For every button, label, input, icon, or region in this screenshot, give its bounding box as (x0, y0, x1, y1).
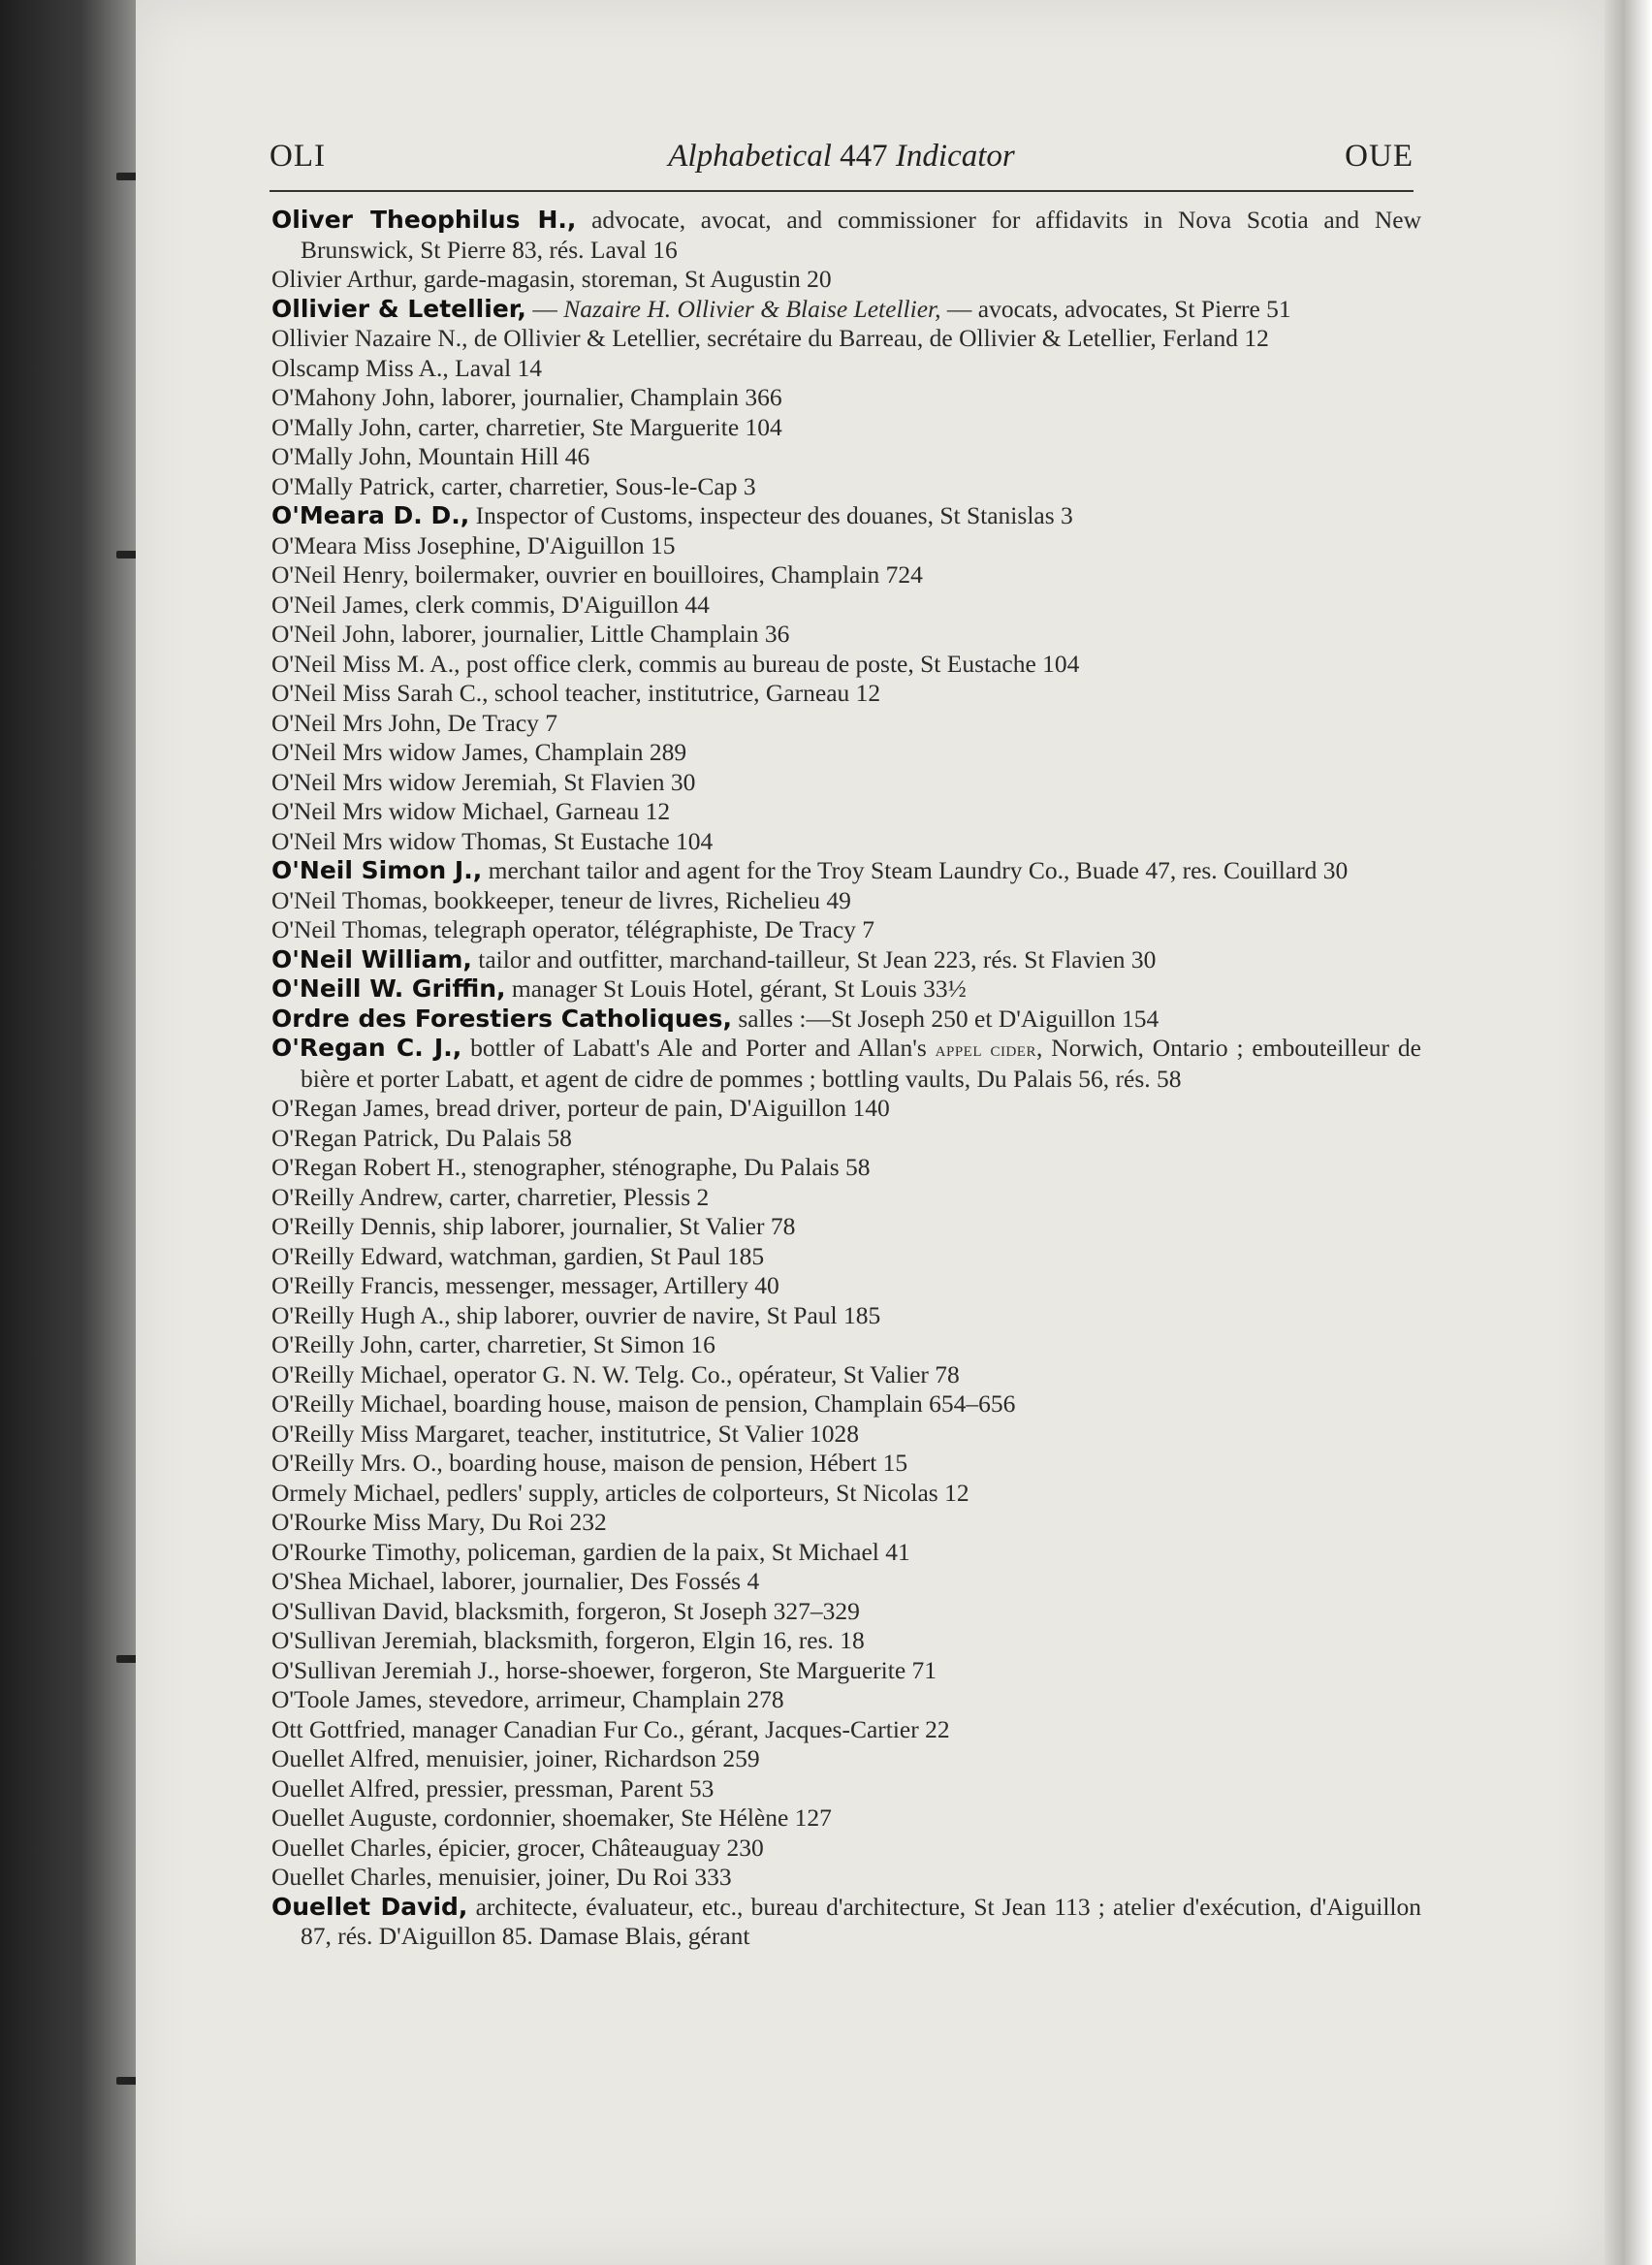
entry-text: O'Neil Mrs widow Michael, Garneau 12 (271, 797, 671, 825)
entry-text: O'Sullivan Jeremiah J., horse-shoewer, forgeron, Ste Marguerite 71 (271, 1655, 937, 1684)
entry-name: O'Meara D. D., (271, 501, 470, 529)
directory-entry (271, 1834, 1421, 1864)
entry-text: O'Meara Miss Josephine, D'Aiguillon 15 (271, 530, 676, 559)
directory-entry (271, 1685, 1421, 1715)
directory-entry (271, 1893, 1421, 1952)
directory-entry (271, 1242, 1421, 1272)
entry-text: O'Mahony John, laborer, journalier, Champlain 366 (271, 383, 782, 411)
directory-entry (271, 738, 1421, 768)
directory-entry (271, 413, 1421, 443)
directory-entry (271, 679, 1421, 709)
entry-text: O'Neil Henry, boilermaker, ouvrier en bouilloires, Champlain 724 (271, 560, 923, 589)
entry-text: O'Mally John, carter, charretier, Ste Marguerite 104 (271, 412, 782, 441)
directory-entry (271, 1715, 1421, 1745)
directory-entry (271, 560, 1421, 590)
directory-entry (271, 1626, 1421, 1656)
directory-entry (271, 620, 1421, 650)
entry-text: salles :—St Joseph 250 et D'Aiguillon 154 (732, 1004, 1160, 1033)
directory-entry (271, 1330, 1421, 1360)
entry-text: O'Reilly Dennis, ship laborer, journalier, St Valier 78 (271, 1212, 796, 1240)
directory-entry (271, 1360, 1421, 1390)
entry-text: O'Rourke Timothy, policeman, gardien de la paix, St Michael 41 (271, 1537, 910, 1566)
entry-text: O'Neil Mrs widow Thomas, St Eustache 104 (271, 826, 714, 855)
directory-entry (271, 1567, 1421, 1597)
running-header (270, 139, 1414, 185)
entry-name: Oliver Theophilus H., (271, 206, 577, 234)
entry-text: Olscamp Miss A., Laval 14 (271, 353, 543, 382)
header-word-indicator: Indicator (895, 139, 1015, 174)
directory-entry (271, 797, 1421, 827)
directory-entry (271, 945, 1421, 975)
directory-entry (271, 1479, 1421, 1509)
directory-entry (271, 206, 1421, 265)
entry-text: O'Reilly Edward, watchman, gardien, St Paul 185 (271, 1241, 765, 1270)
entry-name: Ollivier & Letellier, (271, 294, 526, 323)
entry-text: O'Neil Thomas, bookkeeper, teneur de livres, Richelieu 49 (271, 885, 851, 914)
entry-text: O'Reilly Michael, boarding house, maison de pension, Champlain 654–656 (271, 1389, 1016, 1418)
directory-entry (271, 324, 1421, 354)
directory-entry (271, 265, 1421, 295)
directory-entry (271, 442, 1421, 472)
entry-text: O'Neil James, clerk commis, D'Aiguillon 44 (271, 590, 710, 619)
entry-name: O'Neill W. Griffin, (271, 974, 506, 1003)
directory-entry (271, 768, 1421, 798)
entry-text: Ouellet Alfred, pressier, pressman, Parent 53 (271, 1773, 715, 1802)
entry-text: Ouellet Auguste, cordonnier, shoemaker, Ste Hélène 127 (271, 1803, 832, 1832)
entry-text: O'Neil Mrs John, De Tracy 7 (271, 708, 558, 737)
directory-entry (271, 1124, 1421, 1154)
entry-text: Ott Gottfried, manager Canadian Fur Co., gérant, Jacques-Cartier 22 (271, 1714, 950, 1743)
entry-name: O'Regan C. J., (271, 1034, 462, 1062)
entry-text: O'Reilly Hugh A., ship laborer, ouvrier de navire, St Paul 185 (271, 1300, 881, 1329)
header-word-alphabetical: Alphabetical (668, 139, 832, 174)
entry-text: O'Mally Patrick, carter, charretier, Sous-le-Cap 3 (271, 471, 756, 500)
entry-text: O'Sullivan Jeremiah, blacksmith, forgeron, Elgin 16, res. 18 (271, 1626, 865, 1654)
entry-text: O'Toole James, stevedore, arrimeur, Champlain 278 (271, 1685, 784, 1713)
entry-text: O'Rourke Miss Mary, Du Roi 232 (271, 1508, 607, 1536)
entry-text: tailor and outfitter, marchand-tailleur, St Jean 223, rés. St Flavien 30 (471, 944, 1157, 973)
header-left-guide: OLI (270, 139, 326, 174)
directory-entry (271, 501, 1421, 531)
entry-text: advocate, avocat, and commissioner for affidavits in Nova Scotia and New Brunswick, St Pierre 83, rés. Laval 16 (301, 206, 1421, 264)
directory-entry (271, 1094, 1421, 1124)
entry-text-continued: , Norwich, Ontario ; embouteilleur de bière et porter Labatt, et agent de cidre de pommes ; bottling vaults, Du Palais 56, rés. 58 (301, 1034, 1421, 1093)
entry-text: O'Shea Michael, laborer, journalier, Des Fossés 4 (271, 1567, 760, 1595)
entry-text: O'Neil Miss Sarah C., school teacher, institutrice, Garneau 12 (271, 679, 881, 707)
entry-text: Inspector of Customs, inspecteur des douanes, St Stanislas 3 (469, 501, 1073, 529)
entry-text: Ollivier Nazaire N., de Ollivier & Letellier, secrétaire du Barreau, de Ollivier & Letellier, Ferland 12 (271, 324, 1269, 352)
directory-entry (271, 354, 1421, 384)
entry-text: Olivier Arthur, garde-magasin, storeman, St Augustin 20 (271, 265, 832, 293)
entry-text: bottler of Labatt's Ale and Porter and Allan's (461, 1034, 936, 1062)
directory-entry (271, 915, 1421, 945)
header-right-guide: OUE (1345, 139, 1414, 174)
directory-entry (271, 1863, 1421, 1893)
directory-entry (271, 827, 1421, 857)
directory-entry (271, 1449, 1421, 1479)
entry-text: O'Neil Thomas, telegraph operator, télégraphiste, De Tracy 7 (271, 915, 875, 943)
directory-entry (271, 1034, 1421, 1094)
entry-text: O'Regan James, bread driver, porteur de pain, D'Aiguillon 140 (271, 1094, 890, 1122)
directory-entry (271, 383, 1421, 413)
directory-entries (271, 206, 1421, 1952)
entry-text: O'Reilly Mrs. O., boarding house, maison de pension, Hébert 15 (271, 1449, 908, 1477)
entry-text: Ouellet Charles, menuisier, joiner, Du Roi 333 (271, 1863, 732, 1891)
directory-entry (271, 1538, 1421, 1568)
directory-entry (271, 886, 1421, 916)
entry-text: Ouellet Alfred, menuisier, joiner, Richardson 259 (271, 1744, 760, 1772)
directory-entry (271, 1301, 1421, 1331)
header-rule (270, 190, 1414, 192)
entry-text: O'Reilly Andrew, carter, charretier, Plessis 2 (271, 1182, 710, 1211)
directory-entry (271, 1656, 1421, 1686)
entry-text: manager St Louis Hotel, gérant, St Louis 33½ (505, 974, 967, 1003)
directory-entry (271, 531, 1421, 561)
page-edge (1604, 0, 1652, 2265)
directory-entry (271, 856, 1421, 886)
entry-text: Ouellet Charles, épicier, grocer, Châteauguay 230 (271, 1833, 764, 1862)
entry-text: O'Neil John, laborer, journalier, Little Champlain 36 (271, 620, 790, 648)
directory-entry (271, 1803, 1421, 1834)
entry-text: O'Neil Mrs widow Jeremiah, St Flavien 30 (271, 767, 696, 796)
directory-entry (271, 1271, 1421, 1301)
entry-text: O'Regan Patrick, Du Palais 58 (271, 1123, 572, 1152)
entry-text: O'Reilly John, carter, charretier, St Simon 16 (271, 1330, 715, 1358)
entry-text: O'Reilly Francis, messenger, messager, Artillery 40 (271, 1271, 779, 1299)
entry-text: O'Regan Robert H., stenographer, sténographe, Du Palais 58 (271, 1153, 871, 1181)
entry-text: O'Mally John, Mountain Hill 46 (271, 442, 590, 470)
entry-smallcaps-text: appel cider (935, 1037, 1036, 1061)
directory-entry (271, 1183, 1421, 1213)
entry-text: Ormely Michael, pedlers' supply, articles de colporteurs, St Nicolas 12 (271, 1478, 969, 1507)
directory-entry (271, 1420, 1421, 1450)
entry-italic-text: Nazaire H. Ollivier & Blaise Letellier, (563, 294, 941, 323)
entry-text: O'Sullivan David, blacksmith, forgeron, St Joseph 327–329 (271, 1596, 860, 1625)
directory-entry (271, 709, 1421, 739)
header-center (270, 139, 1414, 175)
page-number: 447 (840, 139, 888, 174)
directory-entry (271, 472, 1421, 502)
entry-name: Ouellet David, (271, 1892, 468, 1921)
entry-text: O'Reilly Miss Margaret, teacher, institutrice, St Valier 1028 (271, 1419, 860, 1448)
directory-entry (271, 1212, 1421, 1242)
entry-text: O'Neil Mrs widow James, Champlain 289 (271, 738, 687, 766)
book-binding-edge (0, 0, 136, 2265)
directory-entry (271, 1153, 1421, 1183)
entry-text-continued: — avocats, advocates, St Pierre 51 (940, 294, 1291, 323)
entry-text: O'Neil Miss M. A., post office clerk, commis au bureau de poste, St Eustache 104 (271, 649, 1080, 678)
entry-name: Ordre des Forestiers Catholiques, (271, 1004, 732, 1033)
entry-name: O'Neil William, (271, 944, 472, 973)
directory-entry (271, 1597, 1421, 1627)
entry-text: — (525, 294, 564, 323)
directory-entry (271, 1005, 1421, 1035)
entry-text: O'Reilly Michael, operator G. N. W. Telg. Co., opérateur, St Valier 78 (271, 1359, 960, 1388)
directory-entry (271, 974, 1421, 1005)
directory-entry (271, 590, 1421, 621)
directory-entry (271, 1744, 1421, 1774)
entry-text: merchant tailor and agent for the Troy Steam Laundry Co., Buade 47, res. Couillard 30 (482, 856, 1349, 884)
directory-entry (271, 1774, 1421, 1804)
directory-entry (271, 295, 1421, 325)
directory-entry (271, 650, 1421, 680)
directory-entry (271, 1508, 1421, 1538)
entry-text: architecte, évaluateur, etc., bureau d'architecture, St Jean 113 ; atelier d'exécution, d'Aiguillon 87, rés. D'Aiguillon 85. Damase Blais, gérant (301, 1892, 1421, 1950)
directory-entry (271, 1389, 1421, 1420)
entry-name: O'Neil Simon J., (271, 856, 483, 884)
